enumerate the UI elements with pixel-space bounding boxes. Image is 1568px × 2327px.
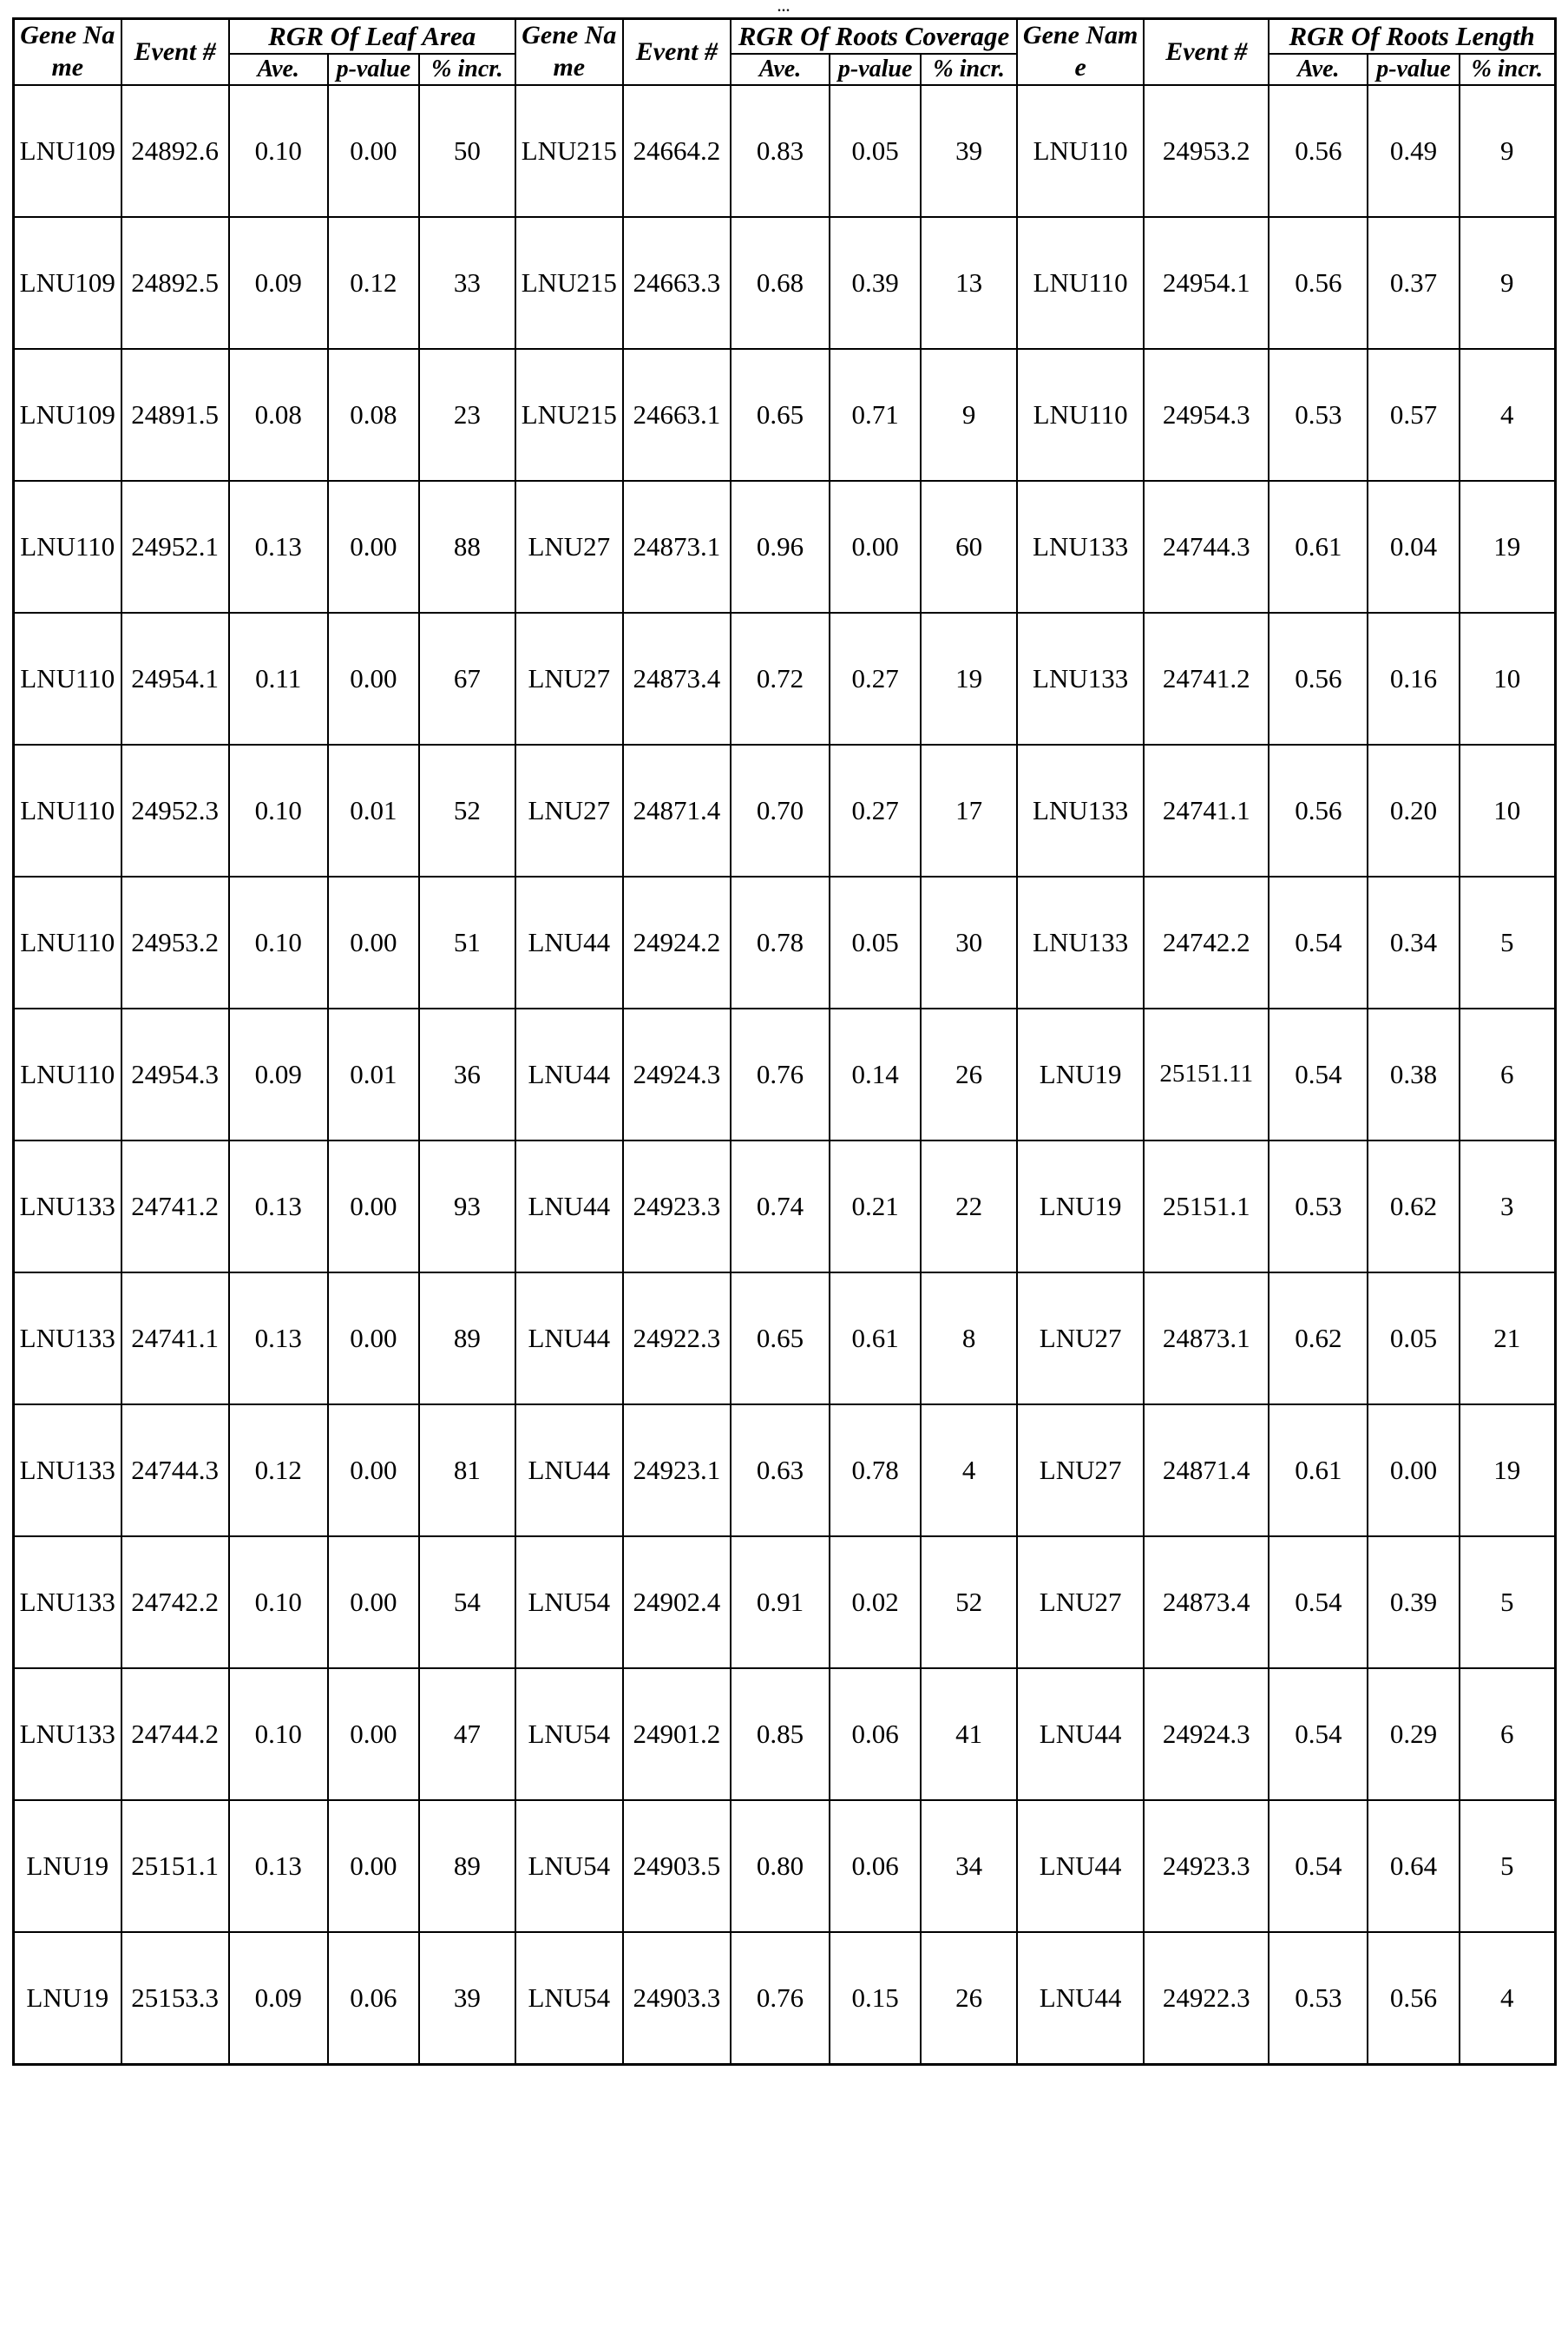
cell-leaf-incr: 89 [419, 1800, 515, 1932]
cell-leaf-event: 24742.2 [121, 1536, 229, 1668]
cell-roots-len-ave: 0.62 [1269, 1272, 1368, 1404]
cell-roots-len-ave: 0.54 [1269, 877, 1368, 1009]
cell-leaf-gene: LNU109 [14, 349, 121, 481]
cell-leaf-incr: 39 [419, 1932, 515, 2065]
cell-roots-cov-ave: 0.65 [731, 1272, 830, 1404]
cell-leaf-pvalue: 0.00 [328, 1272, 419, 1404]
header-event-1: Event # [121, 19, 229, 85]
cell-roots-cov-pvalue: 0.27 [830, 613, 921, 745]
table-row [14, 1536, 1556, 1668]
header-rootslen-incr: % incr. [1460, 54, 1556, 85]
cell-roots-len-incr: 21 [1460, 1272, 1556, 1404]
cell-leaf-ave: 0.13 [229, 1140, 328, 1272]
cell-roots-cov-incr: 22 [921, 1140, 1017, 1272]
cell-roots-len-pvalue: 0.00 [1368, 1404, 1459, 1536]
cell-leaf-incr: 50 [419, 85, 515, 217]
cell-roots-cov-pvalue: 0.06 [830, 1800, 921, 1932]
cell-roots-cov-event: 24901.2 [623, 1668, 731, 1800]
cell-leaf-gene: LNU133 [14, 1668, 121, 1800]
header-leaf-pvalue: p-value [328, 54, 419, 85]
cell-roots-len-event: 24744.3 [1144, 481, 1269, 613]
cell-roots-len-incr: 19 [1460, 1404, 1556, 1536]
cell-roots-cov-gene: LNU44 [515, 1009, 623, 1140]
cell-leaf-event: 24891.5 [121, 349, 229, 481]
cell-roots-cov-gene: LNU215 [515, 349, 623, 481]
table-body [14, 85, 1556, 2065]
cell-roots-cov-ave: 0.91 [731, 1536, 830, 1668]
cell-roots-len-incr: 6 [1460, 1009, 1556, 1140]
cell-roots-len-ave: 0.53 [1269, 1932, 1368, 2065]
cell-leaf-ave: 0.13 [229, 1800, 328, 1932]
cell-roots-cov-ave: 0.96 [731, 481, 830, 613]
cell-roots-cov-incr: 9 [921, 349, 1017, 481]
cell-roots-len-incr: 10 [1460, 613, 1556, 745]
cell-roots-cov-pvalue: 0.02 [830, 1536, 921, 1668]
cell-roots-len-event: 24954.1 [1144, 217, 1269, 349]
cell-roots-cov-incr: 39 [921, 85, 1017, 217]
table-row [14, 1272, 1556, 1404]
table-row [14, 877, 1556, 1009]
table-row [14, 349, 1556, 481]
cell-roots-len-gene: LNU44 [1017, 1668, 1144, 1800]
cell-leaf-event: 24953.2 [121, 877, 229, 1009]
page-marker: ... [777, 0, 791, 15]
cell-leaf-event: 24744.2 [121, 1668, 229, 1800]
cell-roots-len-gene: LNU27 [1017, 1404, 1144, 1536]
cell-leaf-incr: 36 [419, 1009, 515, 1140]
cell-roots-len-incr: 3 [1460, 1140, 1556, 1272]
cell-roots-len-event: 24871.4 [1144, 1404, 1269, 1536]
group-header-roots-length: RGR Of Roots Length [1269, 19, 1555, 54]
table-row [14, 745, 1556, 877]
cell-leaf-incr: 51 [419, 877, 515, 1009]
cell-roots-cov-gene: LNU54 [515, 1668, 623, 1800]
cell-roots-len-incr: 9 [1460, 217, 1556, 349]
cell-roots-len-event: 25151.1 [1144, 1140, 1269, 1272]
cell-leaf-incr: 47 [419, 1668, 515, 1800]
cell-leaf-incr: 54 [419, 1536, 515, 1668]
cell-leaf-gene: LNU110 [14, 745, 121, 877]
cell-roots-len-ave: 0.53 [1269, 349, 1368, 481]
cell-roots-cov-incr: 17 [921, 745, 1017, 877]
header-gene-name-1: Gene Name [14, 19, 121, 85]
cell-roots-cov-pvalue: 0.14 [830, 1009, 921, 1140]
cell-roots-cov-ave: 0.83 [731, 85, 830, 217]
cell-leaf-ave: 0.10 [229, 745, 328, 877]
cell-leaf-gene: LNU110 [14, 1009, 121, 1140]
cell-roots-cov-ave: 0.72 [731, 613, 830, 745]
table-row [14, 1009, 1556, 1140]
cell-roots-cov-incr: 30 [921, 877, 1017, 1009]
cell-leaf-pvalue: 0.00 [328, 1536, 419, 1668]
cell-roots-cov-event: 24873.1 [623, 481, 731, 613]
cell-leaf-event: 24952.1 [121, 481, 229, 613]
cell-roots-len-ave: 0.54 [1269, 1536, 1368, 1668]
group-header-roots-coverage: RGR Of Roots Coverage [731, 19, 1017, 54]
table-row [14, 1404, 1556, 1536]
cell-roots-len-incr: 9 [1460, 85, 1556, 217]
cell-leaf-gene: LNU133 [14, 1536, 121, 1668]
cell-roots-len-ave: 0.54 [1269, 1009, 1368, 1140]
cell-roots-cov-ave: 0.78 [731, 877, 830, 1009]
cell-leaf-gene: LNU133 [14, 1272, 121, 1404]
cell-roots-cov-pvalue: 0.05 [830, 85, 921, 217]
cell-leaf-pvalue: 0.00 [328, 85, 419, 217]
cell-roots-cov-event: 24663.1 [623, 349, 731, 481]
cell-leaf-event: 25153.3 [121, 1932, 229, 2065]
cell-roots-cov-gene: LNU44 [515, 1140, 623, 1272]
cell-leaf-event: 25151.1 [121, 1800, 229, 1932]
cell-leaf-incr: 67 [419, 613, 515, 745]
cell-leaf-gene: LNU110 [14, 481, 121, 613]
cell-leaf-ave: 0.13 [229, 481, 328, 613]
cell-roots-cov-event: 24664.2 [623, 85, 731, 217]
table-row [14, 1800, 1556, 1932]
cell-leaf-event: 24741.2 [121, 1140, 229, 1272]
cell-roots-cov-event: 24923.1 [623, 1404, 731, 1536]
cell-roots-cov-ave: 0.85 [731, 1668, 830, 1800]
cell-roots-len-ave: 0.56 [1269, 613, 1368, 745]
cell-roots-len-event: 24873.4 [1144, 1536, 1269, 1668]
cell-leaf-pvalue: 0.00 [328, 877, 419, 1009]
cell-roots-len-incr: 6 [1460, 1668, 1556, 1800]
cell-roots-cov-gene: LNU27 [515, 745, 623, 877]
header-rootscov-ave: Ave. [731, 54, 830, 85]
cell-roots-len-gene: LNU44 [1017, 1800, 1144, 1932]
header-rootslen-pvalue: p-value [1368, 54, 1459, 85]
cell-roots-len-event: 25151.11 [1144, 1009, 1269, 1140]
cell-roots-len-gene: LNU110 [1017, 85, 1144, 217]
cell-roots-cov-pvalue: 0.21 [830, 1140, 921, 1272]
cell-roots-cov-ave: 0.76 [731, 1932, 830, 2065]
cell-roots-cov-incr: 8 [921, 1272, 1017, 1404]
cell-leaf-ave: 0.12 [229, 1404, 328, 1536]
cell-roots-len-gene: LNU27 [1017, 1536, 1144, 1668]
cell-roots-len-pvalue: 0.34 [1368, 877, 1459, 1009]
cell-roots-len-pvalue: 0.57 [1368, 349, 1459, 481]
cell-roots-len-gene: LNU110 [1017, 217, 1144, 349]
cell-roots-cov-incr: 26 [921, 1932, 1017, 2065]
cell-leaf-gene: LNU109 [14, 217, 121, 349]
cell-roots-len-gene: LNU19 [1017, 1140, 1144, 1272]
cell-leaf-gene: LNU110 [14, 877, 121, 1009]
cell-roots-cov-pvalue: 0.06 [830, 1668, 921, 1800]
cell-roots-cov-event: 24924.3 [623, 1009, 731, 1140]
cell-roots-len-incr: 4 [1460, 1932, 1556, 2065]
cell-leaf-event: 24954.3 [121, 1009, 229, 1140]
cell-roots-len-gene: LNU133 [1017, 613, 1144, 745]
cell-roots-len-pvalue: 0.16 [1368, 613, 1459, 745]
cell-leaf-ave: 0.09 [229, 1009, 328, 1140]
cell-roots-cov-ave: 0.76 [731, 1009, 830, 1140]
cell-roots-cov-incr: 19 [921, 613, 1017, 745]
cell-roots-len-gene: LNU133 [1017, 481, 1144, 613]
cell-roots-len-ave: 0.61 [1269, 481, 1368, 613]
cell-leaf-gene: LNU133 [14, 1140, 121, 1272]
cell-roots-len-pvalue: 0.49 [1368, 85, 1459, 217]
table-row [14, 1140, 1556, 1272]
header-event-3: Event # [1144, 19, 1269, 85]
cell-roots-len-event: 24924.3 [1144, 1668, 1269, 1800]
cell-roots-cov-incr: 26 [921, 1009, 1017, 1140]
header-gene-name-3: Gene Name [1017, 19, 1144, 85]
cell-roots-len-pvalue: 0.29 [1368, 1668, 1459, 1800]
cell-roots-cov-pvalue: 0.05 [830, 877, 921, 1009]
cell-roots-len-ave: 0.54 [1269, 1668, 1368, 1800]
cell-roots-len-ave: 0.61 [1269, 1404, 1368, 1536]
cell-leaf-pvalue: 0.08 [328, 349, 419, 481]
cell-leaf-pvalue: 0.00 [328, 481, 419, 613]
cell-leaf-ave: 0.09 [229, 1932, 328, 2065]
cell-roots-cov-gene: LNU27 [515, 481, 623, 613]
cell-roots-len-incr: 5 [1460, 1536, 1556, 1668]
table-row [14, 481, 1556, 613]
cell-leaf-gene: LNU133 [14, 1404, 121, 1536]
cell-leaf-pvalue: 0.12 [328, 217, 419, 349]
cell-roots-len-event: 24954.3 [1144, 349, 1269, 481]
cell-roots-cov-event: 24924.2 [623, 877, 731, 1009]
cell-roots-cov-gene: LNU44 [515, 877, 623, 1009]
cell-leaf-pvalue: 0.01 [328, 1009, 419, 1140]
cell-roots-len-gene: LNU27 [1017, 1272, 1144, 1404]
cell-roots-len-incr: 5 [1460, 1800, 1556, 1932]
cell-roots-cov-gene: LNU54 [515, 1800, 623, 1932]
cell-roots-len-pvalue: 0.05 [1368, 1272, 1459, 1404]
header-event-2: Event # [623, 19, 731, 85]
cell-leaf-gene: LNU109 [14, 85, 121, 217]
cell-roots-cov-incr: 60 [921, 481, 1017, 613]
cell-leaf-gene: LNU19 [14, 1932, 121, 2065]
header-gene-name-2: Gene Name [515, 19, 623, 85]
cell-roots-cov-ave: 0.68 [731, 217, 830, 349]
cell-roots-cov-pvalue: 0.27 [830, 745, 921, 877]
cell-roots-cov-incr: 41 [921, 1668, 1017, 1800]
cell-roots-cov-incr: 4 [921, 1404, 1017, 1536]
cell-leaf-pvalue: 0.01 [328, 745, 419, 877]
cell-roots-cov-incr: 34 [921, 1800, 1017, 1932]
cell-roots-len-event: 24923.3 [1144, 1800, 1269, 1932]
cell-roots-cov-gene: LNU215 [515, 85, 623, 217]
cell-leaf-pvalue: 0.00 [328, 1668, 419, 1800]
table-header [14, 19, 1556, 85]
cell-roots-cov-event: 24873.4 [623, 613, 731, 745]
table-row [14, 613, 1556, 745]
cell-roots-len-event: 24741.2 [1144, 613, 1269, 745]
cell-roots-cov-event: 24871.4 [623, 745, 731, 877]
cell-roots-len-gene: LNU44 [1017, 1932, 1144, 2065]
cell-leaf-ave: 0.11 [229, 613, 328, 745]
cell-roots-cov-gene: LNU27 [515, 613, 623, 745]
cell-roots-cov-pvalue: 0.71 [830, 349, 921, 481]
cell-roots-cov-event: 24663.3 [623, 217, 731, 349]
cell-leaf-pvalue: 0.00 [328, 1140, 419, 1272]
cell-leaf-incr: 88 [419, 481, 515, 613]
cell-leaf-event: 24744.3 [121, 1404, 229, 1536]
cell-roots-len-ave: 0.54 [1269, 1800, 1368, 1932]
table-row [14, 85, 1556, 217]
cell-roots-cov-gene: LNU215 [515, 217, 623, 349]
table-row [14, 1668, 1556, 1800]
cell-roots-len-event: 24953.2 [1144, 85, 1269, 217]
cell-roots-len-pvalue: 0.64 [1368, 1800, 1459, 1932]
table-row [14, 1932, 1556, 2065]
cell-roots-len-ave: 0.56 [1269, 745, 1368, 877]
cell-roots-cov-ave: 0.65 [731, 349, 830, 481]
cell-leaf-pvalue: 0.00 [328, 1800, 419, 1932]
cell-roots-cov-event: 24903.3 [623, 1932, 731, 2065]
header-rootslen-ave: Ave. [1269, 54, 1368, 85]
cell-roots-cov-gene: LNU54 [515, 1932, 623, 2065]
cell-roots-len-event: 24922.3 [1144, 1932, 1269, 2065]
cell-roots-len-ave: 0.56 [1269, 217, 1368, 349]
rgr-results-table [12, 17, 1557, 2066]
cell-leaf-gene: LNU19 [14, 1800, 121, 1932]
cell-roots-cov-pvalue: 0.39 [830, 217, 921, 349]
cell-roots-cov-event: 24903.5 [623, 1800, 731, 1932]
cell-roots-cov-event: 24902.4 [623, 1536, 731, 1668]
cell-leaf-ave: 0.08 [229, 349, 328, 481]
cell-roots-len-ave: 0.56 [1269, 85, 1368, 217]
cell-roots-cov-pvalue: 0.15 [830, 1932, 921, 2065]
cell-roots-cov-gene: LNU54 [515, 1536, 623, 1668]
cell-roots-len-pvalue: 0.20 [1368, 745, 1459, 877]
cell-leaf-pvalue: 0.00 [328, 613, 419, 745]
cell-roots-len-gene: LNU133 [1017, 877, 1144, 1009]
cell-leaf-event: 24892.6 [121, 85, 229, 217]
cell-roots-cov-ave: 0.70 [731, 745, 830, 877]
cell-leaf-pvalue: 0.06 [328, 1932, 419, 2065]
cell-leaf-ave: 0.10 [229, 1536, 328, 1668]
cell-leaf-ave: 0.09 [229, 217, 328, 349]
cell-roots-len-pvalue: 0.38 [1368, 1009, 1459, 1140]
cell-roots-cov-pvalue: 0.61 [830, 1272, 921, 1404]
cell-leaf-ave: 0.10 [229, 1668, 328, 1800]
cell-roots-len-pvalue: 0.56 [1368, 1932, 1459, 2065]
cell-roots-len-pvalue: 0.39 [1368, 1536, 1459, 1668]
cell-roots-cov-ave: 0.74 [731, 1140, 830, 1272]
cell-roots-len-incr: 5 [1460, 877, 1556, 1009]
cell-leaf-ave: 0.10 [229, 85, 328, 217]
cell-leaf-event: 24952.3 [121, 745, 229, 877]
cell-leaf-incr: 52 [419, 745, 515, 877]
cell-roots-cov-pvalue: 0.00 [830, 481, 921, 613]
cell-roots-len-gene: LNU133 [1017, 745, 1144, 877]
cell-leaf-incr: 81 [419, 1404, 515, 1536]
table-row [14, 217, 1556, 349]
cell-roots-len-ave: 0.53 [1269, 1140, 1368, 1272]
cell-roots-len-pvalue: 0.62 [1368, 1140, 1459, 1272]
header-leaf-incr: % incr. [419, 54, 515, 85]
cell-roots-len-gene: LNU110 [1017, 349, 1144, 481]
cell-roots-cov-gene: LNU44 [515, 1404, 623, 1536]
cell-leaf-event: 24741.1 [121, 1272, 229, 1404]
cell-leaf-incr: 23 [419, 349, 515, 481]
cell-roots-cov-incr: 52 [921, 1536, 1017, 1668]
cell-roots-len-event: 24742.2 [1144, 877, 1269, 1009]
cell-roots-cov-ave: 0.63 [731, 1404, 830, 1536]
cell-leaf-event: 24892.5 [121, 217, 229, 349]
cell-leaf-ave: 0.13 [229, 1272, 328, 1404]
cell-roots-cov-incr: 13 [921, 217, 1017, 349]
cell-roots-cov-gene: LNU44 [515, 1272, 623, 1404]
group-header-leaf-area: RGR Of Leaf Area [229, 19, 515, 54]
header-rootscov-incr: % incr. [921, 54, 1017, 85]
cell-roots-cov-ave: 0.80 [731, 1800, 830, 1932]
cell-roots-len-incr: 10 [1460, 745, 1556, 877]
cell-roots-cov-event: 24922.3 [623, 1272, 731, 1404]
cell-leaf-event: 24954.1 [121, 613, 229, 745]
cell-roots-cov-event: 24923.3 [623, 1140, 731, 1272]
cell-roots-cov-pvalue: 0.78 [830, 1404, 921, 1536]
cell-roots-len-pvalue: 0.37 [1368, 217, 1459, 349]
cell-roots-len-incr: 19 [1460, 481, 1556, 613]
cell-roots-len-incr: 4 [1460, 349, 1556, 481]
cell-leaf-pvalue: 0.00 [328, 1404, 419, 1536]
header-rootscov-pvalue: p-value [830, 54, 921, 85]
cell-roots-len-gene: LNU19 [1017, 1009, 1144, 1140]
cell-leaf-gene: LNU110 [14, 613, 121, 745]
cell-leaf-ave: 0.10 [229, 877, 328, 1009]
cell-leaf-incr: 93 [419, 1140, 515, 1272]
cell-roots-len-event: 24741.1 [1144, 745, 1269, 877]
cell-roots-len-pvalue: 0.04 [1368, 481, 1459, 613]
header-leaf-ave: Ave. [229, 54, 328, 85]
cell-roots-len-event: 24873.1 [1144, 1272, 1269, 1404]
cell-leaf-incr: 33 [419, 217, 515, 349]
cell-leaf-incr: 89 [419, 1272, 515, 1404]
